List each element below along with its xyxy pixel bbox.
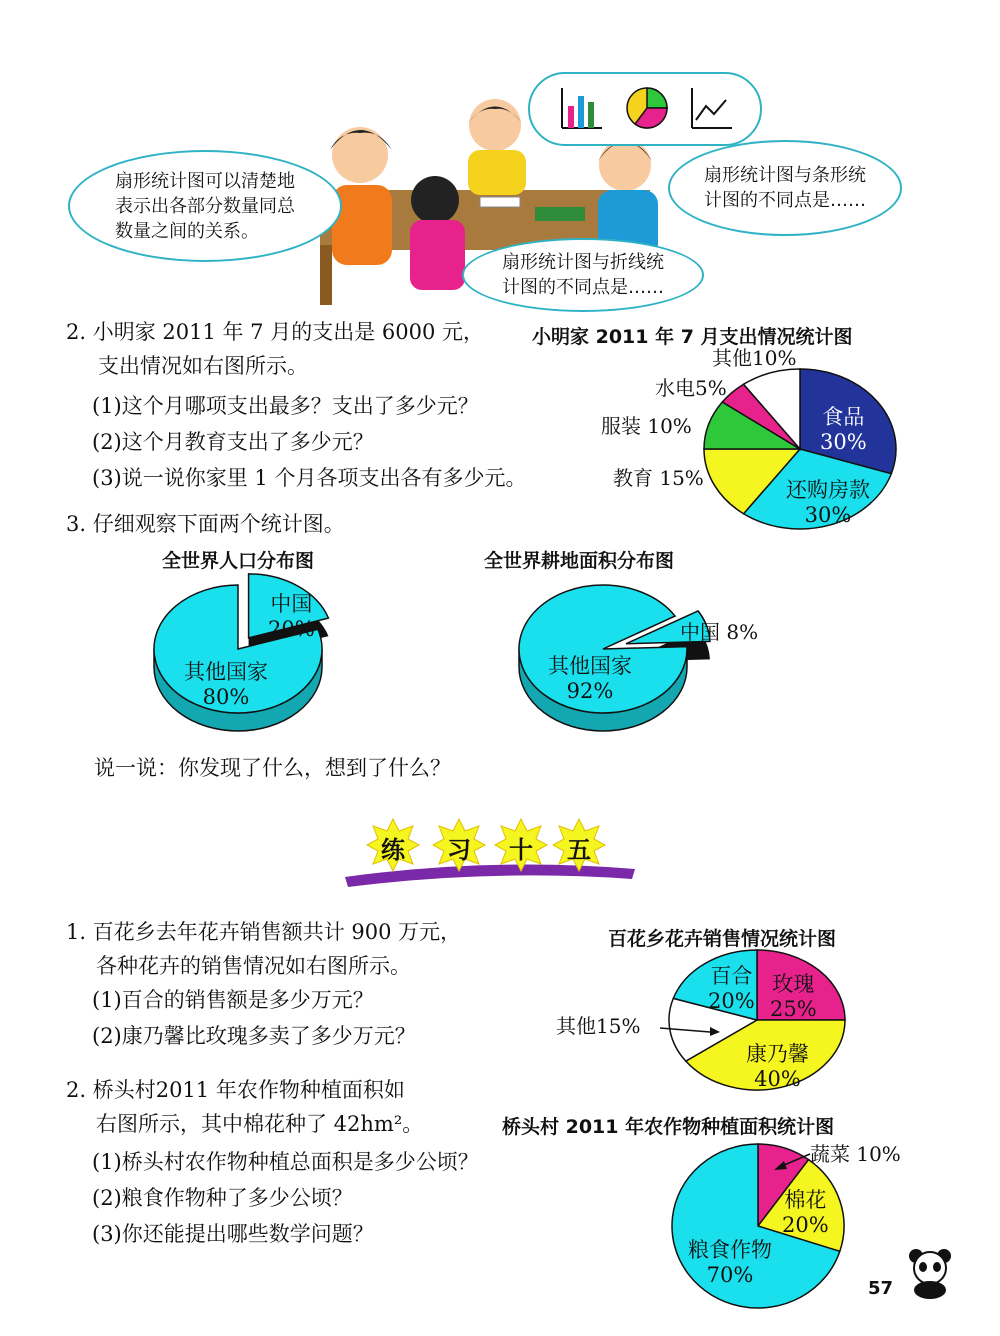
ex2-sub3: (3)你还能提出哪些数学问题？	[92, 1222, 374, 1246]
pie1-label-clothing: 服装 10%	[601, 414, 692, 438]
pie5-label-cotton: 棉花 20%	[782, 1188, 829, 1237]
pie1-label-education: 教育 15%	[613, 466, 704, 490]
ex1-line1: 1. 百花乡去年花卉销售额共计 900 万元，	[66, 920, 462, 944]
ex2-sub1: (1)桥头村农作物种植总面积是多少公顷？	[92, 1150, 479, 1174]
thought-cloud	[528, 72, 762, 146]
pie3-label-china: 中国 8%	[680, 620, 759, 644]
pie2-label-china: 中国 20%	[268, 592, 315, 641]
q2-sub3: (3)说一说你家里 1 个月各项支出各有多少元。	[92, 466, 527, 490]
bar-chart-icon	[560, 86, 604, 130]
speech-bubble-bottom	[462, 238, 704, 312]
q2-sub2: (2)这个月教育支出了多少元？	[92, 430, 374, 454]
chart2-title: 全世界人口分布图	[162, 550, 315, 572]
ex2-sub2: (2)粮食作物种了多少公顷？	[92, 1186, 353, 1210]
panda-icon	[902, 1244, 958, 1300]
ex1-sub2: (2)康乃馨比玫瑰多卖了多少万元？	[92, 1024, 416, 1048]
pie1-label-other: 其他10%	[712, 346, 797, 370]
pie1-label-mortgage: 还购房款 30%	[786, 478, 870, 527]
pointer-arrow	[660, 1020, 720, 1040]
pie-chart-icon	[625, 86, 669, 130]
pie3-label-others: 其他国家 92%	[548, 654, 632, 703]
pie5-label-grain: 粮食作物 70%	[688, 1238, 772, 1287]
section-title-char: 十	[494, 818, 548, 872]
pie4-label-carnation: 康乃馨 40%	[746, 1042, 809, 1091]
section-title-char: 五	[552, 818, 606, 872]
ex1-sub1: (1)百合的销售额是多少万元？	[92, 988, 374, 1012]
chart1-title: 小明家 2011 年 7 月支出情况统计图	[532, 326, 853, 348]
section-title-char: 练	[366, 818, 420, 872]
q2-line1: 2. 小明家 2011 年 7 月的支出是 6000 元，	[66, 320, 485, 344]
q2-line2: 支出情况如右图所示。	[98, 354, 308, 378]
page-number: 57	[868, 1278, 894, 1299]
pointer-arrow	[772, 1152, 812, 1172]
pie4-label-lily: 百合 20%	[708, 964, 755, 1013]
pie4-label-other: 其他15%	[556, 1014, 641, 1038]
bubble-bottom-text: 扇形统计图与折线统 计图的不同点是……	[502, 252, 664, 298]
ex1-line2: 各种花卉的销售情况如右图所示。	[96, 954, 411, 978]
chart5-title: 桥头村 2011 年农作物种植面积统计图	[502, 1116, 835, 1138]
speech-bubble-right	[668, 140, 902, 236]
pie5-label-vegetable: 蔬菜 10%	[810, 1142, 901, 1166]
speech-bubble-left	[68, 150, 342, 262]
pie1-label-utilities: 水电5%	[655, 376, 727, 400]
section-title-char: 习	[432, 818, 486, 872]
ex2-line2: 右图所示，其中棉花种了 42hm²。	[96, 1112, 424, 1136]
bubble-left-text: 扇形统计图可以清楚地 表示出各部分数量同总 数量之间的关系。	[115, 170, 295, 242]
pie1-label-food: 食品 30%	[820, 405, 867, 454]
chart3-title: 全世界耕地面积分布图	[484, 550, 675, 572]
q3-discuss: 说一说：你发现了什么，想到了什么？	[94, 756, 451, 780]
line-chart-icon	[690, 86, 734, 130]
bubble-right-text: 扇形统计图与条形统 计图的不同点是……	[704, 165, 866, 211]
chart4-title: 百花乡花卉销售情况统计图	[608, 928, 837, 950]
pie4-label-rose: 玫瑰 25%	[770, 972, 817, 1021]
pie2-label-others: 其他国家 80%	[184, 660, 268, 709]
ex2-line1: 2. 桥头村2011 年农作物种植面积如	[66, 1078, 405, 1102]
q2-sub1: (1)这个月哪项支出最多？支出了多少元？	[92, 394, 479, 418]
q3-line1: 3. 仔细观察下面两个统计图。	[66, 512, 345, 536]
